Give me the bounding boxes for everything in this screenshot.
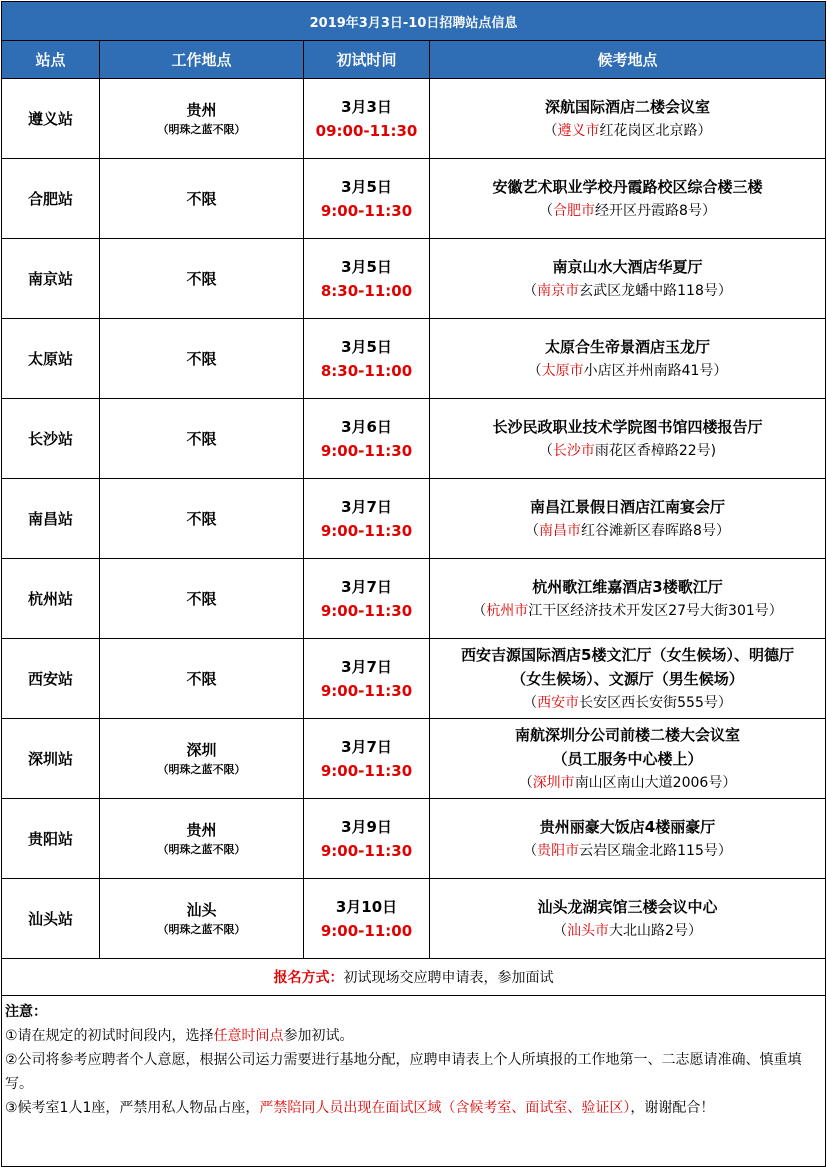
address-city: 长沙市 [552,442,595,459]
interview-hours: 8:30-11:00 [320,361,413,380]
interview-hours: 8:30-11:00 [320,281,413,300]
work-location: 汕头 [186,900,217,919]
signup-cell [2,959,826,996]
interview-hours: 9:00-11:30 [320,681,413,700]
interview-hours: 9:00-11:30 [320,441,413,460]
address-city: 贵阳市 [537,842,580,859]
station-cell: 遵义站 [2,79,100,159]
signup-label: 报名方式： [273,970,344,986]
work-location-cell [100,79,304,159]
table-row [2,79,826,159]
waiting-location-cell [430,79,826,159]
venue-address: （长沙市雨花区香樟路22号) [538,442,717,459]
station-cell: 长沙站 [2,399,100,479]
interview-date: 3月7日 [341,657,392,676]
interview-time-cell [304,319,430,399]
table-row [2,559,826,639]
interview-time-cell [304,159,430,239]
header-row [2,41,826,79]
interview-time-cell [304,639,430,719]
interview-date: 3月5日 [341,177,392,196]
venue-name: 南京山水大酒店华夏厅 [552,257,703,276]
header-station: 站点 [2,41,100,79]
interview-date: 3月7日 [341,497,392,516]
interview-date: 3月6日 [341,417,392,436]
address-city: 南京市 [537,282,580,299]
venue-address: （杭州市江干区经济技术开发区27号大街301号） [472,602,783,619]
waiting-location-cell [430,479,826,559]
work-location-cell [100,639,304,719]
interview-hours: 9:00-11:30 [320,761,413,780]
work-location-note: （明珠之蓝不限） [157,762,246,776]
interview-time-cell [304,559,430,639]
venue-name: 深航国际酒店二楼会议室 [545,97,711,116]
work-location: 贵州 [186,820,217,839]
venue-address: （贵阳市云岩区瑞金北路115号） [523,842,732,859]
header-waiting-location: 候考地点 [430,41,826,79]
interview-date: 3月7日 [341,577,392,596]
venue-address: （汕头市大北山路2号） [553,922,702,939]
work-location: 贵州 [186,100,217,119]
table-row [2,159,826,239]
work-location: 不限 [186,269,217,288]
interview-hours: 09:00-11:30 [315,121,418,140]
interview-hours: 9:00-11:30 [320,841,413,860]
address-city: 深圳市 [532,774,575,791]
station-cell: 深圳站 [2,719,100,799]
table-row [2,479,826,559]
interview-date: 3月3日 [341,97,392,116]
header-interview-time: 初试时间 [304,41,430,79]
work-location: 不限 [186,189,217,208]
note-1: ①请在规定的初试时间段内，选择任意时间点参加初试。 [5,1028,354,1044]
work-location-note: （明珠之蓝不限） [157,122,246,136]
address-city: 南昌市 [539,522,582,539]
interview-time-cell [304,239,430,319]
work-location-cell [100,399,304,479]
notes-row [2,996,826,1167]
venue-name: 太原合生帝景酒店玉龙厅 [545,337,711,356]
waiting-location-cell [430,719,826,799]
waiting-location-cell [430,239,826,319]
interview-date: 3月5日 [341,257,392,276]
work-location-cell [100,319,304,399]
venue-name: 南昌江景假日酒店江南宴会厅 [530,497,726,516]
waiting-location-cell [430,559,826,639]
waiting-location-cell [430,319,826,399]
interview-time-cell [304,719,430,799]
work-location-note: （明珠之蓝不限） [157,842,246,856]
venue-name: （女生候场）、文源厅（男生候场） [511,669,744,688]
table-row [2,399,826,479]
work-location-cell [100,559,304,639]
table-row [2,719,826,799]
work-location: 不限 [186,589,217,608]
note-2: ②公司将参考应聘者个人意愿，根据公司运力需要进行基地分配，应聘申请表上个人所填报的工作地第一、二志愿请准确、慎重填写。 [5,1052,802,1092]
work-location-cell [100,719,304,799]
interview-time-cell [304,479,430,559]
venue-address: （西安市长安区西长安街555号） [523,694,732,711]
table-row [2,319,826,399]
address-city: 合肥市 [553,202,596,219]
interview-time-cell [304,399,430,479]
title-row [2,2,826,41]
work-location: 不限 [186,509,217,528]
waiting-location-cell [430,399,826,479]
interview-date: 3月9日 [341,817,392,836]
venue-name: 安徽艺术职业学校丹霞路校区综合楼三楼 [492,177,763,196]
address-city: 西安市 [537,694,580,711]
waiting-location-cell [430,639,826,719]
address-city: 太原市 [541,362,584,379]
interview-date: 3月7日 [341,737,392,756]
station-cell: 太原站 [2,319,100,399]
interview-time-cell [304,79,430,159]
work-location-cell [100,159,304,239]
interview-date: 3月5日 [341,337,392,356]
station-cell: 合肥站 [2,159,100,239]
table-row [2,639,826,719]
work-location-cell [100,799,304,879]
waiting-location-cell [430,799,826,879]
interview-hours: 9:00-11:00 [320,921,413,940]
venue-address: （太原市小店区并州南路41号） [527,362,728,379]
interview-hours: 9:00-11:30 [320,521,413,540]
venue-name: 贵州丽豪大饭店4楼丽豪厅 [539,817,716,836]
station-cell: 汕头站 [2,879,100,959]
venue-name: 西安吉源国际酒店5楼文汇厅（女生候场）、明德厅 [461,645,794,664]
venue-address: （合肥市经开区丹霞路8号） [539,202,716,219]
table-row [2,799,826,879]
work-location: 不限 [186,429,217,448]
address-city: 杭州市 [486,602,529,619]
station-rows [2,79,826,959]
work-location: 深圳 [186,740,217,759]
work-location-note: （明珠之蓝不限） [157,922,246,936]
table-row [2,239,826,319]
interview-time-cell [304,799,430,879]
recruitment-schedule-sheet [1,1,825,1167]
signup-text: 初试现场交应聘申请表，参加面试 [343,970,554,986]
work-location: 不限 [186,349,217,368]
notes-title: 注意： [5,1004,47,1020]
venue-name: 汕头龙湖宾馆三楼会议中心 [537,897,718,916]
station-cell: 杭州站 [2,559,100,639]
signup-row [2,959,826,996]
notes-cell [2,996,826,1167]
address-city: 汕头市 [567,922,610,939]
interview-date: 3月10日 [335,897,398,916]
station-cell: 贵阳站 [2,799,100,879]
address-city: 遵义市 [557,122,600,139]
work-location-cell [100,479,304,559]
venue-name: 长沙民政职业技术学院图书馆四楼报告厅 [492,417,763,436]
sheet-title: 2019年3月3日-10日招聘站点信息 [2,2,826,41]
work-location-cell [100,879,304,959]
schedule-table [1,1,826,1167]
venue-name: 杭州歌江维嘉酒店3楼歌江厅 [532,577,723,596]
header-work-location: 工作地点 [100,41,304,79]
venue-address: （南京市玄武区龙蟠中路118号） [523,282,732,299]
venue-address: （遵义市红花岗区北京路） [543,122,712,139]
interview-hours: 9:00-11:30 [320,201,413,220]
waiting-location-cell [430,879,826,959]
note-3: ③候考室1人1座，严禁用私人物品占座，严禁陪同人员出现在面试区域（含候考室、面试室、验证区），谢谢配合！ [5,1100,715,1116]
work-location-cell [100,239,304,319]
station-cell: 南昌站 [2,479,100,559]
station-cell: 西安站 [2,639,100,719]
venue-address: （深圳市南山区南山大道2006号） [518,774,737,791]
interview-hours: 9:00-11:30 [320,601,413,620]
venue-name: （员工服务中心楼上） [552,749,703,768]
venue-name: 南航深圳分公司前楼二楼大会议室 [515,725,741,744]
table-row [2,879,826,959]
work-location: 不限 [186,669,217,688]
waiting-location-cell [430,159,826,239]
venue-address: （南昌市红谷滩新区春晖路8号） [525,522,730,539]
station-cell: 南京站 [2,239,100,319]
interview-time-cell [304,879,430,959]
